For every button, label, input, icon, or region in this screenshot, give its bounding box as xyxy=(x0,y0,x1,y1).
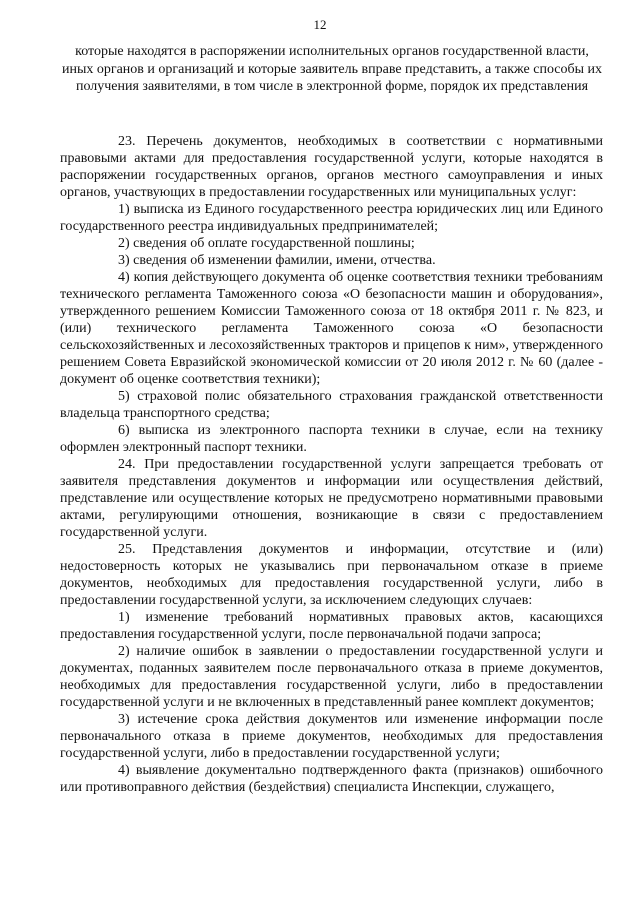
list-item-23-1: 1) выписка из Единого государственного реестра юридических лиц или Единого государственного реестра индивидуальных предпринимателей; xyxy=(60,202,603,234)
paragraph-23: 23. Перечень документов, необходимых в соответствии с нормативными правовыми актами для предоставления государственной услуги, которые находятся в распоряжении государственных органов, органов местного самоуправления и иных органов, участвующих в предоставлении государственных или муниципальных услуг: xyxy=(60,134,603,200)
list-item-23-4: 4) копия действующего документа об оценке соответствия техники требованиям технического регламента Таможенного союза «О безопасности машин и оборудования», утвержденного решением Комиссии Таможенного союза от 18 октября 2011 г. № 823, и (или) технического регламента Таможенного союза «О безопасности сельскохозяйственных и лесохозяйственных тракторов и прицепов к ним», утвержденного решением Совета Евразийской экономической комиссии от 20 июля 2012 г. № 60 (далее - документ об оценке соответствия техники); xyxy=(60,270,603,387)
list-item-25-4: 4) выявление документально подтвержденного факта (признаков) ошибочного или противоправного действия (бездействия) специалиста Инспекции, служащего, xyxy=(60,763,603,795)
document-body xyxy=(60,133,603,796)
paragraph-24: 24. При предоставлении государственной услуги запрещается требовать от заявителя представления документов и информации или осуществления действий, представление или осуществление которых не предусмотрено нормативными правовыми актами, регулирующими отношения, возникающие в связи с предоставлением государственной услуги. xyxy=(60,457,603,540)
list-item-25-1: 1) изменение требований нормативных правовых актов, касающихся предоставления государственной услуги, после первоначальной подачи запроса; xyxy=(60,610,603,642)
list-item-25-3: 3) истечение срока действия документов или изменение информации после первоначального отказа в приеме документов, необходимых для предоставления государственной услуги, либо в предоставлении государственной услуги; xyxy=(60,712,603,761)
list-item-23-5: 5) страховой полис обязательного страхования гражданской ответственности владельца транспортного средства; xyxy=(60,389,603,421)
list-item-23-6: 6) выписка из электронного паспорта техники в случае, если на технику оформлен электронный паспорт техники. xyxy=(60,423,603,455)
list-item-23-2: 2) сведения об оплате государственной пошлины; xyxy=(118,236,415,251)
list-item-23-3: 3) сведения об изменении фамилии, имени, отчества. xyxy=(118,253,436,268)
page-number: 12 xyxy=(313,17,327,32)
list-item-25-2: 2) наличие ошибок в заявлении о предоставлении государственной услуги и документах, поданных заявителем после первоначального отказа в приеме документов, необходимых для предоставления государственной услуги, либо в предоставлении государственной услуги и не включенных в представленный ранее комплект документов; xyxy=(60,644,603,710)
paragraph-25: 25. Представления документов и информации, отсутствие и (или) недостоверность которых не указывались при первоначальном отказе в приеме документов, необходимых для предоставления государственной услуги, либо в предоставлении государственной услуги, за исключением следующих случаев: xyxy=(60,542,603,608)
section-heading: которые находятся в распоряжении исполнительных органов государственной власти, иных органов и организаций и которые заявитель вправе представить, а также способы их получения заявителями, в том числе в электронной форме, порядок их представления xyxy=(61,44,603,94)
